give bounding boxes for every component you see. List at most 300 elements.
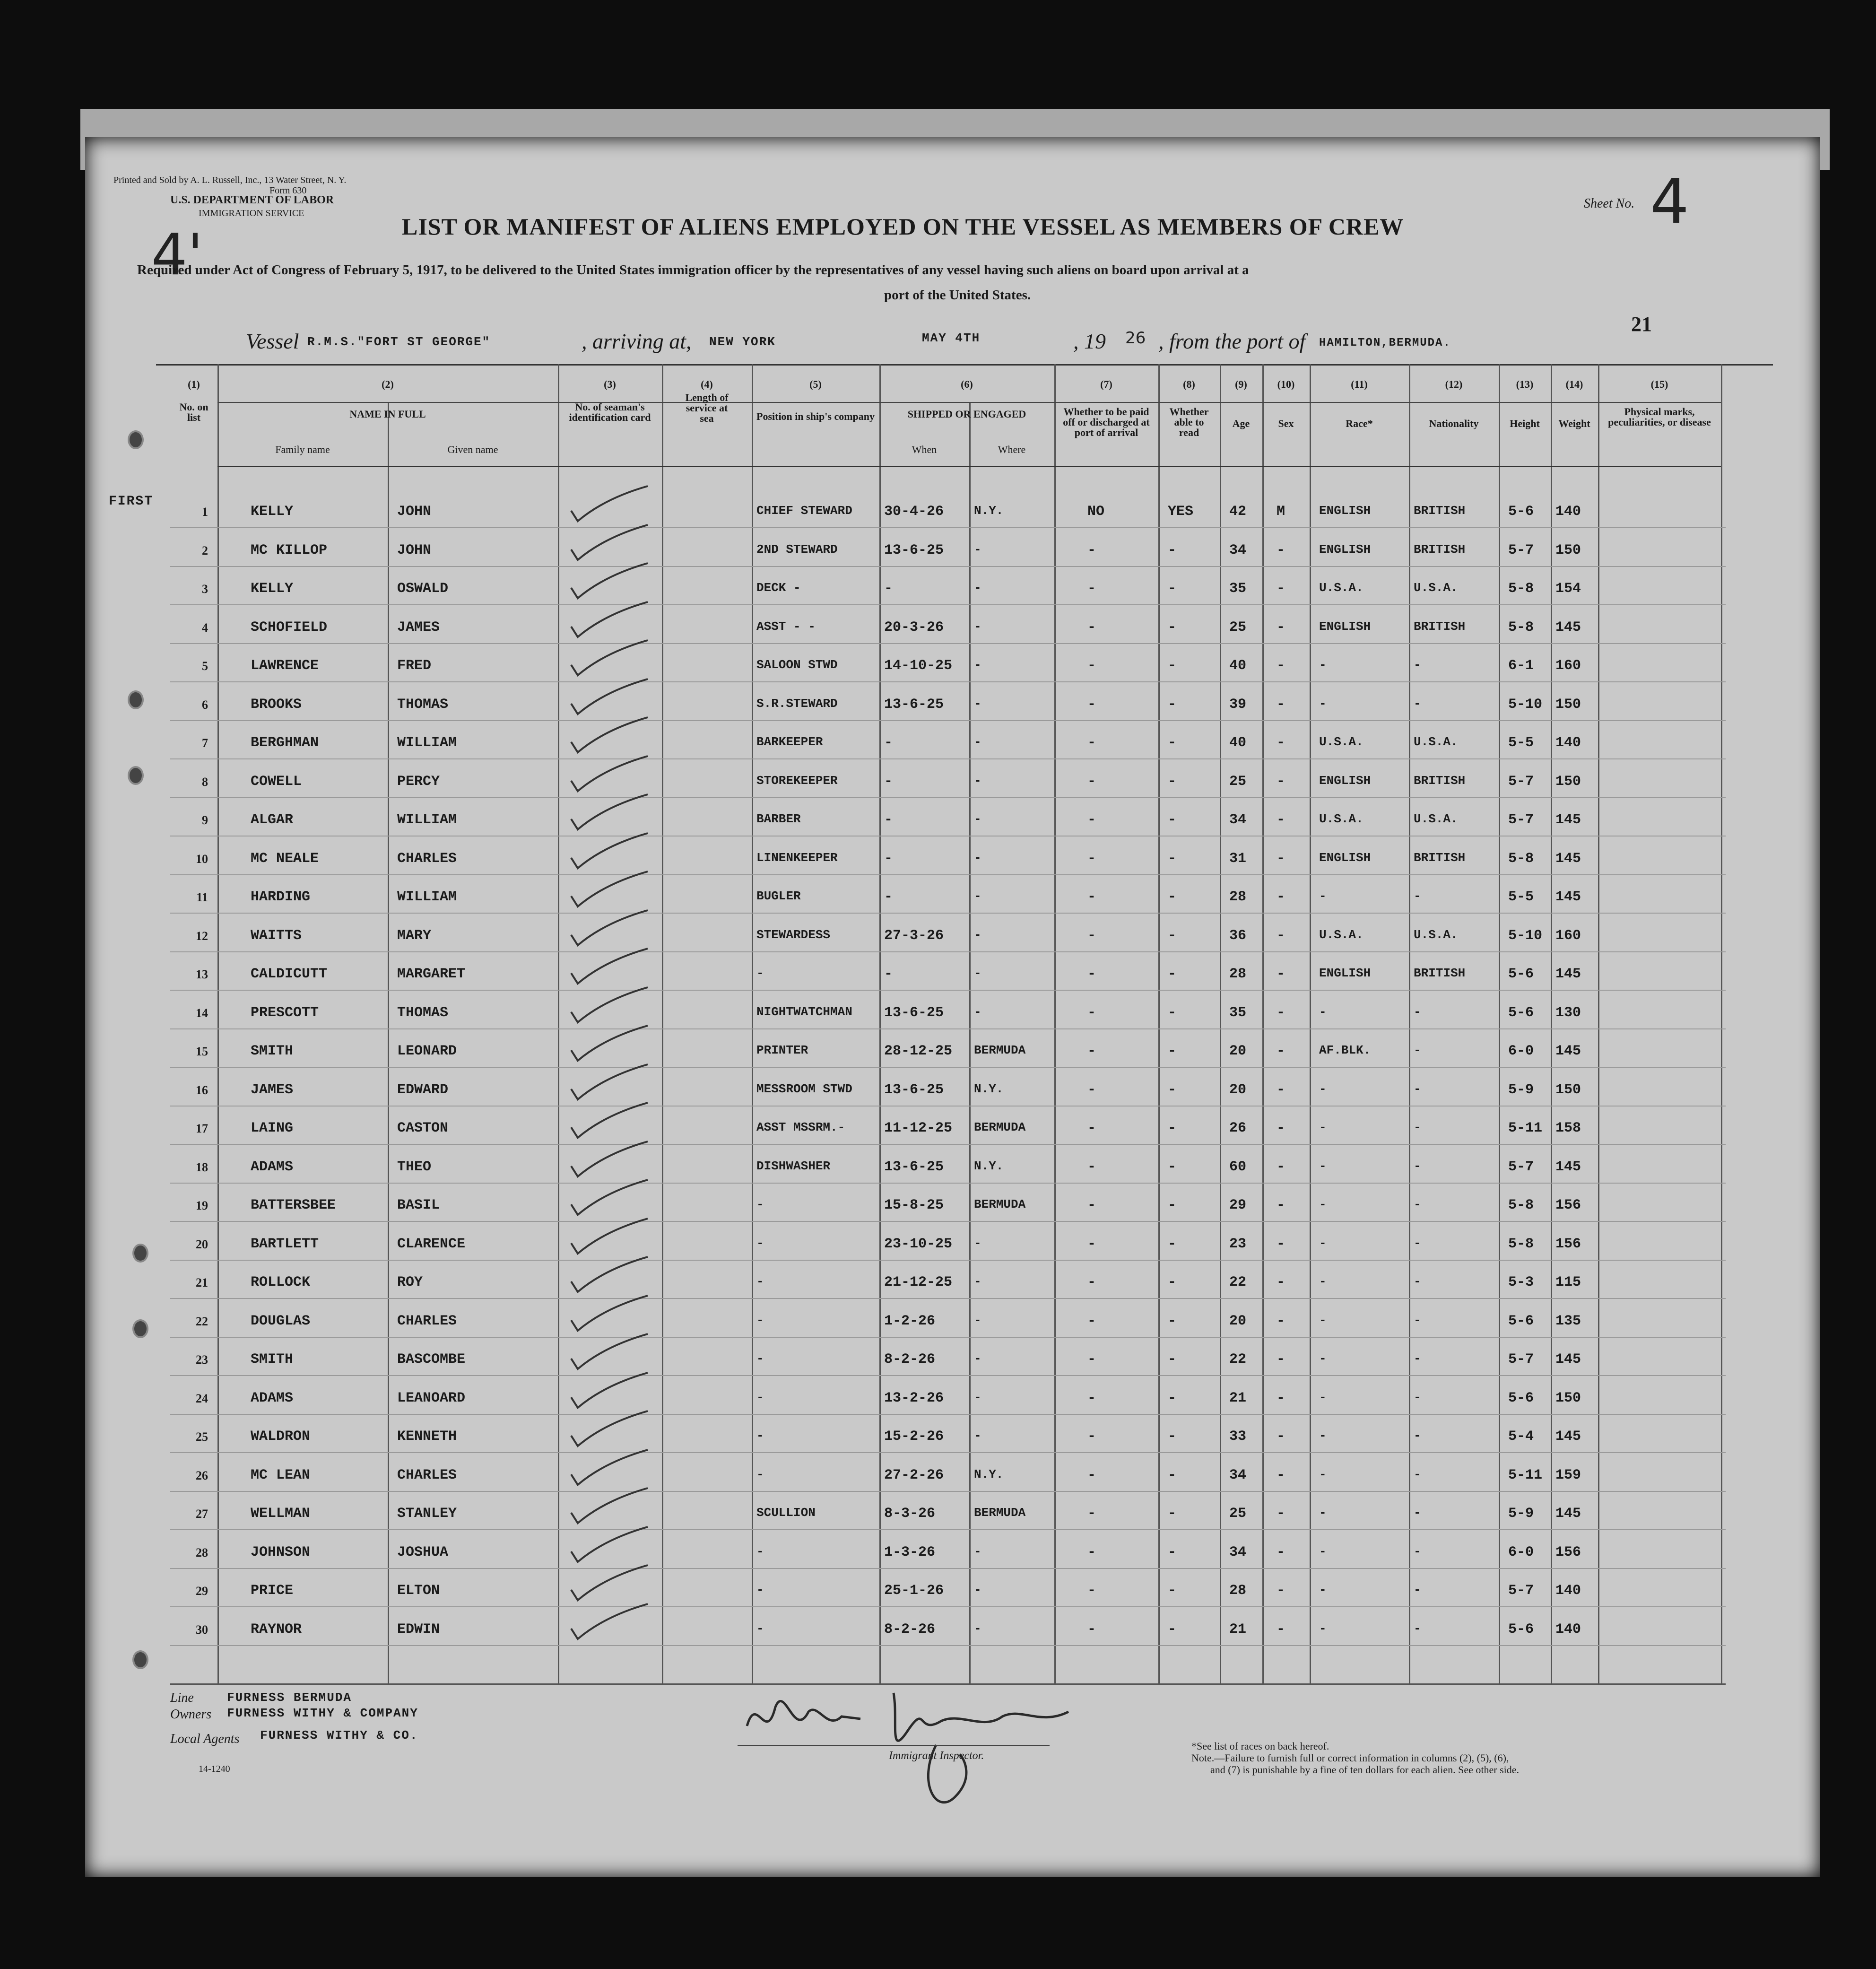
col3-header: No. of seaman's identification card — [569, 401, 651, 423]
height-cell: 5-5 — [1508, 735, 1534, 751]
row-number-cell: 1 — [202, 505, 208, 519]
height-cell: 5-7 — [1508, 542, 1534, 558]
row-rule — [170, 1298, 1726, 1299]
height-cell: 5-4 — [1508, 1429, 1534, 1445]
shipped-when-cell: 15-2-26 — [884, 1429, 944, 1445]
weight-cell: 145 — [1555, 1429, 1581, 1445]
weight-cell: 145 — [1555, 1159, 1581, 1175]
col3-number: (3) — [604, 378, 616, 390]
sex-cell: - — [1277, 773, 1285, 790]
printer-credit: Printed and Sold by A. L. Russell, Inc., 13 Water Street, N. Y. — [113, 175, 347, 185]
given-name-cell: LEANOARD — [397, 1390, 466, 1406]
age-cell: 28 — [1229, 889, 1247, 905]
weight-cell: 140 — [1555, 1583, 1581, 1599]
nationality-cell: - — [1414, 1351, 1421, 1366]
shipped-where-cell: N.Y. — [974, 1081, 1004, 1096]
service-name: IMMIGRATION SERVICE — [199, 208, 304, 218]
able-to-read-cell: - — [1168, 1583, 1177, 1599]
col13-number: (13) — [1516, 378, 1534, 390]
weight-cell: 145 — [1555, 1351, 1581, 1368]
owners-value: FURNESS WITHY & COMPANY — [227, 1706, 418, 1720]
row-rule — [170, 1414, 1726, 1415]
row-rule — [170, 527, 1726, 528]
row-number-cell: 22 — [196, 1314, 208, 1328]
shipped-when-cell: 14-10-25 — [884, 658, 953, 674]
row-rule — [170, 720, 1726, 721]
race-cell: U.S.A. — [1319, 927, 1364, 942]
row-rule — [170, 1183, 1726, 1184]
shipped-where-cell: - — [974, 850, 981, 865]
family-name-cell: COWELL — [251, 773, 302, 790]
able-to-read-cell: - — [1168, 1081, 1177, 1098]
requirement-text-line2: port of the United States. — [884, 288, 1031, 303]
given-name-cell: WILLIAM — [397, 889, 457, 905]
col-divider — [558, 364, 559, 1683]
row-number-cell: 11 — [196, 890, 208, 904]
age-cell: 40 — [1229, 658, 1247, 674]
sex-cell: - — [1277, 1274, 1285, 1290]
position-cell: - — [756, 966, 764, 980]
height-cell: 5-11 — [1508, 1120, 1543, 1136]
col6-when-header: When — [912, 444, 937, 455]
nationality-cell: BRITISH — [1414, 966, 1466, 980]
given-name-cell: WILLIAM — [397, 735, 457, 751]
shipped-where-cell: - — [974, 619, 981, 634]
shipped-when-cell: 8-2-26 — [884, 1351, 936, 1368]
paid-off-cell: - — [1087, 619, 1096, 636]
row-number-cell: 6 — [202, 697, 208, 712]
height-cell: 5-5 — [1508, 889, 1534, 905]
position-cell: - — [756, 1621, 764, 1636]
able-to-read-cell: YES — [1168, 504, 1194, 520]
nationality-cell: - — [1414, 658, 1421, 672]
agents-label: Local Agents — [170, 1732, 240, 1746]
family-name-cell: BROOKS — [251, 696, 302, 713]
able-to-read-cell: - — [1168, 1390, 1177, 1406]
shipped-where-cell: - — [974, 1429, 981, 1443]
row-number-cell: 10 — [196, 852, 208, 866]
row-rule — [170, 566, 1726, 567]
check-mark-icon — [567, 1061, 652, 1103]
shipped-where-cell: - — [974, 1544, 981, 1559]
nationality-cell: - — [1414, 696, 1421, 711]
position-cell: PRINTER — [756, 1043, 808, 1057]
check-mark-icon — [567, 1523, 652, 1566]
family-name-cell: HARDING — [251, 889, 311, 905]
position-cell: NIGHTWATCHMAN — [756, 1004, 852, 1019]
footnote-races: *See list of races on back hereof. — [1191, 1740, 1329, 1752]
col-divider — [1499, 364, 1500, 1683]
row-number-cell: 7 — [202, 736, 208, 750]
family-name-cell: PRICE — [251, 1583, 294, 1599]
document-title: LIST OR MANIFEST OF ALIENS EMPLOYED ON THE VESSEL AS MEMBERS OF CREW — [402, 213, 1404, 240]
given-name-cell: CASTON — [397, 1120, 449, 1136]
row-rule — [170, 1606, 1726, 1607]
row-rule — [170, 1144, 1726, 1145]
race-cell: - — [1319, 889, 1327, 903]
shipped-where-cell: N.Y. — [974, 1159, 1004, 1173]
year-prefix: , 19 — [1073, 329, 1106, 353]
row-number-cell: 16 — [196, 1083, 208, 1097]
paid-off-cell: - — [1087, 1120, 1096, 1136]
row-number-cell: 3 — [202, 582, 208, 596]
race-cell: - — [1319, 696, 1327, 711]
family-name-cell: DOUGLAS — [251, 1313, 311, 1329]
weight-cell: 150 — [1555, 1390, 1581, 1406]
col-divider — [1220, 364, 1221, 1683]
age-cell: 20 — [1229, 1081, 1247, 1098]
paid-off-cell: - — [1087, 542, 1096, 558]
shipped-when-cell: 13-6-25 — [884, 1004, 944, 1021]
row-number-cell: 25 — [196, 1430, 208, 1444]
race-cell: ENGLISH — [1319, 619, 1371, 634]
nationality-cell: - — [1414, 1081, 1421, 1096]
row-number-cell: 9 — [202, 813, 208, 827]
weight-cell: 145 — [1555, 619, 1581, 636]
position-cell: - — [756, 1236, 764, 1250]
check-mark-icon — [567, 1446, 652, 1489]
shipped-when-cell: - — [884, 735, 893, 751]
shipped-where-cell: - — [974, 735, 981, 749]
owners-label: Owners — [170, 1707, 212, 1722]
family-name-cell: KELLY — [251, 504, 294, 520]
sex-cell: - — [1277, 1351, 1285, 1368]
paid-off-cell: - — [1087, 1004, 1096, 1021]
row-number-cell: 27 — [196, 1507, 208, 1521]
sex-cell: - — [1277, 1043, 1285, 1059]
position-cell: BUGLER — [756, 889, 801, 903]
col2-header: NAME IN FULL — [349, 408, 426, 420]
shipped-when-cell: 20-3-26 — [884, 619, 944, 636]
sex-cell: - — [1277, 927, 1285, 944]
col-divider — [217, 364, 219, 1683]
form-code: 14-1240 — [199, 1764, 230, 1774]
header-divider — [217, 402, 1721, 403]
form-number: Form 630 — [269, 185, 307, 196]
shipped-when-cell: 15-8-25 — [884, 1197, 944, 1213]
nationality-cell: BRITISH — [1414, 619, 1466, 634]
family-name-cell: JOHNSON — [251, 1544, 311, 1560]
given-name-cell: ROY — [397, 1274, 423, 1290]
able-to-read-cell: - — [1168, 1197, 1177, 1213]
shipped-when-cell: 1-2-26 — [884, 1313, 936, 1329]
family-name-cell: WALDRON — [251, 1429, 311, 1445]
row-rule — [170, 643, 1726, 644]
given-name-cell: ELTON — [397, 1583, 440, 1599]
family-name-cell: MC NEALE — [251, 850, 319, 867]
check-mark-icon — [567, 752, 652, 795]
shipped-where-cell: - — [974, 1621, 981, 1636]
sex-cell: - — [1277, 850, 1285, 867]
punch-hole — [132, 1319, 148, 1338]
family-name-cell: ADAMS — [251, 1159, 294, 1175]
able-to-read-cell: - — [1168, 1467, 1177, 1483]
department-name: U.S. DEPARTMENT OF LABOR — [170, 194, 334, 206]
check-mark-icon — [567, 1253, 652, 1296]
race-cell: - — [1319, 1544, 1327, 1559]
shipped-when-cell: 27-2-26 — [884, 1467, 944, 1483]
race-cell: ENGLISH — [1319, 504, 1371, 518]
sex-cell: M — [1277, 504, 1285, 520]
row-number-cell: 4 — [202, 620, 208, 635]
family-name-cell: PRESCOTT — [251, 1004, 319, 1021]
arrival-date: MAY 4TH — [922, 331, 981, 345]
sex-cell: - — [1277, 1313, 1285, 1329]
position-cell: - — [756, 1274, 764, 1289]
given-name-cell: MARGARET — [397, 966, 466, 982]
height-cell: 5-9 — [1508, 1506, 1534, 1522]
col-divider — [1262, 364, 1264, 1683]
position-cell: - — [756, 1583, 764, 1597]
shipped-when-cell: 8-2-26 — [884, 1621, 936, 1638]
col11-header: Race* — [1346, 418, 1373, 429]
check-mark-icon — [567, 1099, 652, 1141]
given-name-cell: EDWARD — [397, 1081, 449, 1098]
row-number-cell: 18 — [196, 1160, 208, 1174]
position-cell: ASST MSSRM.- — [756, 1120, 845, 1134]
able-to-read-cell: - — [1168, 1274, 1177, 1290]
col2-family-header: Family name — [275, 444, 330, 455]
sex-cell: - — [1277, 581, 1285, 597]
given-name-cell: CLARENCE — [397, 1236, 466, 1252]
sex-cell: - — [1277, 1621, 1285, 1638]
shipped-where-cell: BERMUDA — [974, 1120, 1026, 1134]
punch-hole — [128, 430, 144, 449]
weight-cell: 140 — [1555, 1621, 1581, 1638]
shipped-when-cell: - — [884, 850, 893, 867]
given-name-cell: KENNETH — [397, 1429, 457, 1445]
age-cell: 29 — [1229, 1197, 1247, 1213]
given-name-cell: JAMES — [397, 619, 440, 636]
given-name-cell: WILLIAM — [397, 812, 457, 828]
position-cell: BARKEEPER — [756, 735, 823, 749]
height-cell: 5-6 — [1508, 1390, 1534, 1406]
position-cell: LINENKEEPER — [756, 850, 838, 865]
race-cell: - — [1319, 1429, 1327, 1443]
weight-cell: 156 — [1555, 1197, 1581, 1213]
footnote-penalty-line1: Note.—Failure to furnish full or correct information in columns (2), (5), (6), — [1191, 1752, 1509, 1764]
punch-hole — [128, 690, 144, 709]
col-divider — [752, 364, 753, 1683]
height-cell: 5-9 — [1508, 1081, 1534, 1098]
shipped-when-cell: - — [884, 773, 893, 790]
age-cell: 25 — [1229, 1506, 1247, 1522]
col15-header: Physical marks, peculiarities, or disease — [1608, 406, 1711, 428]
family-name-cell: JAMES — [251, 1081, 294, 1098]
col10-number: (10) — [1277, 378, 1295, 390]
shipped-where-cell: BERMUDA — [974, 1197, 1026, 1211]
check-mark-icon — [567, 791, 652, 833]
shipped-when-cell: 13-2-26 — [884, 1390, 944, 1406]
shipped-when-cell: 11-12-25 — [884, 1120, 953, 1136]
row-number-cell: 12 — [196, 929, 208, 943]
race-cell: - — [1319, 1274, 1327, 1289]
age-cell: 42 — [1229, 504, 1247, 520]
col1-number: (1) — [188, 378, 200, 390]
row-number-cell: 19 — [196, 1199, 208, 1212]
punch-hole — [132, 1650, 148, 1669]
row-rule — [170, 1645, 1726, 1646]
race-cell: - — [1319, 1506, 1327, 1520]
able-to-read-cell: - — [1168, 927, 1177, 944]
able-to-read-cell: - — [1168, 1004, 1177, 1021]
given-name-cell: JOSHUA — [397, 1544, 449, 1560]
shipped-where-cell: N.Y. — [974, 504, 1004, 518]
position-cell: - — [756, 1390, 764, 1404]
weight-cell: 160 — [1555, 927, 1581, 944]
requirement-text-line1: Required under Act of Congress of February 5, 1917, to be delivered to the United States immigration officer by the representatives of any vessel having such aliens on board upon arrival at a — [137, 262, 1249, 278]
paid-off-cell: - — [1087, 1081, 1096, 1098]
weight-cell: 140 — [1555, 735, 1581, 751]
position-cell: - — [756, 1313, 764, 1327]
paid-off-cell: - — [1087, 1043, 1096, 1059]
shipped-where-cell: - — [974, 1004, 981, 1019]
row-number-cell: 5 — [202, 659, 208, 673]
family-name-cell: BARTLETT — [251, 1236, 319, 1252]
col14-header: Weight — [1558, 418, 1590, 429]
height-cell: 5-10 — [1508, 696, 1543, 713]
age-cell: 36 — [1229, 927, 1247, 944]
weight-cell: 150 — [1555, 696, 1581, 713]
shipped-when-cell: 25-1-26 — [884, 1583, 944, 1599]
year-suffix: 26 — [1125, 329, 1146, 348]
paid-off-cell: - — [1087, 1313, 1096, 1329]
family-name-cell: WELLMAN — [251, 1506, 311, 1522]
height-cell: 5-6 — [1508, 1004, 1534, 1021]
position-cell: SCULLION — [756, 1506, 816, 1520]
race-cell: ENGLISH — [1319, 966, 1371, 980]
shipped-where-cell: - — [974, 812, 981, 826]
able-to-read-cell: - — [1168, 1236, 1177, 1252]
age-cell: 34 — [1229, 1467, 1247, 1483]
family-name-cell: RAYNOR — [251, 1621, 302, 1638]
col-divider — [662, 364, 663, 1683]
position-cell: - — [756, 1544, 764, 1559]
position-cell: - — [756, 1351, 764, 1366]
able-to-read-cell: - — [1168, 542, 1177, 558]
row-rule — [170, 1067, 1726, 1068]
row-rule — [170, 604, 1726, 605]
from-port: HAMILTON,BERMUDA. — [1319, 337, 1451, 349]
sex-cell: - — [1277, 1467, 1285, 1483]
age-cell: 21 — [1229, 1390, 1247, 1406]
age-cell: 33 — [1229, 1429, 1247, 1445]
row-number-cell: 17 — [196, 1122, 208, 1135]
paid-off-cell: - — [1087, 1506, 1096, 1522]
shipped-when-cell: 13-6-25 — [884, 542, 944, 558]
vessel-name: R.M.S."FORT ST GEORGE" — [307, 335, 491, 349]
page-number: 21 — [1631, 313, 1652, 336]
given-name-cell: CHARLES — [397, 1313, 457, 1329]
shipped-when-cell: 13-6-25 — [884, 1159, 944, 1175]
race-cell: - — [1319, 1004, 1327, 1019]
given-name-cell: PERCY — [397, 773, 440, 790]
paid-off-cell: - — [1087, 1429, 1096, 1445]
given-name-cell: THOMAS — [397, 1004, 449, 1021]
weight-cell: 160 — [1555, 658, 1581, 674]
sex-cell: - — [1277, 1583, 1285, 1599]
position-cell: - — [756, 1429, 764, 1443]
col-divider — [1158, 364, 1160, 1683]
shipped-when-cell: 23-10-25 — [884, 1236, 953, 1252]
family-name-cell: LAING — [251, 1120, 294, 1136]
age-cell: 40 — [1229, 735, 1247, 751]
position-cell: DISHWASHER — [756, 1159, 831, 1173]
nationality-cell: - — [1414, 1120, 1421, 1134]
row-number-cell: 26 — [196, 1468, 208, 1482]
nationality-cell: - — [1414, 1583, 1421, 1597]
able-to-read-cell: - — [1168, 1429, 1177, 1445]
nationality-cell: BRITISH — [1414, 542, 1466, 557]
arriving-label: , arriving at, — [582, 329, 692, 353]
col8-header: Whether able to read — [1169, 406, 1209, 438]
height-cell: 6-0 — [1508, 1043, 1534, 1059]
family-name-cell: SMITH — [251, 1043, 294, 1059]
col-divider — [879, 364, 881, 1683]
height-cell: 5-7 — [1508, 1583, 1534, 1599]
col6-number: (6) — [961, 378, 973, 390]
position-cell: STOREKEEPER — [756, 773, 838, 788]
height-cell: 5-8 — [1508, 850, 1534, 867]
shipped-when-cell: - — [884, 889, 893, 905]
row-rule — [170, 990, 1726, 991]
able-to-read-cell: - — [1168, 889, 1177, 905]
age-cell: 34 — [1229, 1544, 1247, 1560]
age-cell: 34 — [1229, 542, 1247, 558]
able-to-read-cell: - — [1168, 1159, 1177, 1175]
family-name-cell: WAITTS — [251, 927, 302, 944]
family-name-cell: MC KILLOP — [251, 542, 328, 558]
sex-cell: - — [1277, 1429, 1285, 1445]
race-cell: - — [1319, 1159, 1327, 1173]
shipped-when-cell: 1-3-26 — [884, 1544, 936, 1560]
race-cell: - — [1319, 1120, 1327, 1134]
paid-off-cell: - — [1087, 735, 1096, 751]
row-rule — [170, 1452, 1726, 1453]
position-cell: CHIEF STEWARD — [756, 504, 852, 518]
age-cell: 20 — [1229, 1313, 1247, 1329]
row-rule — [170, 1260, 1726, 1261]
row-number-cell: 20 — [196, 1237, 208, 1251]
row-number-cell: 14 — [196, 1006, 208, 1020]
check-mark-icon — [567, 1407, 652, 1450]
check-mark-icon — [567, 521, 652, 564]
given-name-cell: THOMAS — [397, 696, 449, 713]
first-class-label: FIRST — [109, 494, 154, 509]
shipped-where-cell: - — [974, 542, 981, 557]
col9-number: (9) — [1235, 378, 1247, 390]
paid-off-cell: - — [1087, 927, 1096, 944]
age-cell: 60 — [1229, 1159, 1247, 1175]
able-to-read-cell: - — [1168, 1621, 1177, 1638]
nationality-cell: - — [1414, 1506, 1421, 1520]
sex-cell: - — [1277, 966, 1285, 982]
shipped-when-cell: - — [884, 581, 893, 597]
row-rule — [170, 1028, 1726, 1029]
shipped-where-cell: - — [974, 1351, 981, 1366]
age-cell: 20 — [1229, 1043, 1247, 1059]
race-cell: U.S.A. — [1319, 581, 1364, 595]
sex-cell: - — [1277, 1004, 1285, 1021]
row-number-cell: 8 — [202, 775, 208, 789]
shipped-where-cell: - — [974, 889, 981, 903]
col-divider — [1409, 364, 1410, 1683]
position-cell: S.R.STEWARD — [756, 696, 838, 711]
paid-off-cell: - — [1087, 1390, 1096, 1406]
vessel-underline — [156, 364, 1773, 366]
given-name-cell: LEONARD — [397, 1043, 457, 1059]
shipped-when-cell: 30-4-26 — [884, 504, 944, 520]
